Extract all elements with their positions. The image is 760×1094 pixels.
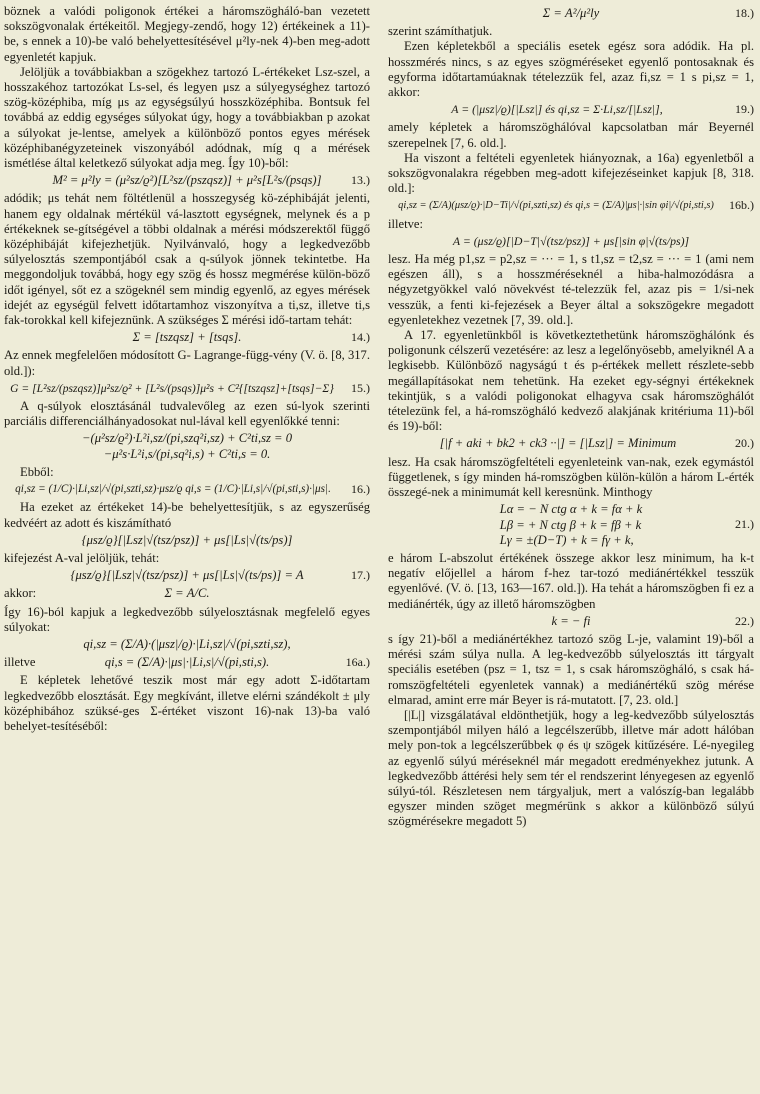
right-paragraph-2: Ezen képletekből a speciális esetek egész sora adódik. Ha pl. hosszmérés nincs, s az egyes szögméréseket egyenlő pontosaknak és egyforma időtartamúaknak tételezzük fel, azaz fi,sz = 1 s pi,sz = 1, akkor: (388, 39, 754, 100)
expression-a (4, 533, 370, 548)
equation-21-gamma: Lγ = ±(D−T) + k = fγ + k, (499, 532, 634, 547)
right-column (388, 4, 754, 830)
left-paragraph-5: A q-súlyok elosztásánál tudvalevőleg az ezen sú-lyok szerinti parciális differenciálhányadosokat nul-lával kell egyenlőkké tenni: (4, 399, 370, 429)
equation-20-body: [|f + aki + bk2 + ck3 ··|] = [|Lsz|] = Minimum (439, 436, 677, 451)
expression-a-polygon (388, 234, 754, 249)
equation-17 (4, 568, 370, 583)
equation-18-number: 18.) (735, 6, 754, 20)
right-paragraph-7: A 17. egyenletünkből is következtethetünk háromszöghálónk és poligonunk célszerű vezetésére: az lesz a legelőnyösebb, amelyiknél A a legkisebb. Különböző nagyságú t és p-értékek mellett részlete-sebb megállapításokat nem tehetünk. Ha ezeket egy-ségnyi értékeknek tekintjük, s a valódi poligonokat elhagyva csak háromszöghálót tételezünk fel, a há-romszögháló kedvező alakjának kritériuma 11)-ből és 19)-ből: (388, 328, 754, 434)
left-paragraph-1: böznek a valódi poligonok értékei a háromszögháló-ban vezetett sokszögvonalak értékeitől. Megjegy-zendő, hogy 12) értékeinek a 11)-be, s ennek a 10)-be való behelyettesítésével μ²ly-nek 4)-ben meg-adott egyenletét kapjuk. (4, 4, 370, 64)
equation-14 (4, 330, 370, 345)
right-paragraph-6: lesz. Ha még p1,sz = p2,sz = ··· = 1, s t1,sz = t2,sz = ··· = 1 (ami nem egészen áll), s a hosszméréseknél a hiba-halmozódásra a négyzetgyökkel való növekvést té-telezzük fel, azaz pis = 1/si-nek vesszük, a fenti ki-fejezések a Beyer által a sokszögekre megadott egyenletekhez vezetnek [7, 39. old.]. (388, 252, 754, 327)
equation-17b (4, 586, 370, 601)
equation-20 (388, 436, 754, 451)
equation-15-number: 15.) (351, 380, 370, 395)
right-paragraph-1: szerint számíthatjuk. (388, 24, 493, 39)
equation-16-body: qi,sz = (1/C)·|Li,sz|/√(pi,szti,sz)·μsz/ϱ qi,s = (1/C)·|Li,s|/√(pi,sti,s)·|μs|. (15, 483, 331, 496)
equation-15-body: G = [L²sz/(pszqsz)]μ²sz/ϱ² + [L²s/(psqs)]μ²s + C²{[tszqsz]+[tsqs]−Σ} (10, 381, 334, 395)
left-paragraph-6: Ebből: (20, 464, 54, 479)
left-paragraph-7: Ha ezeket az értékeket 14)-be behelyettesítjük, s az egyszerűség kedvéért az adott és kiszámítható (4, 500, 370, 530)
equation-16a-label: illetve (4, 655, 36, 670)
equation-derivative-1: −(μ²sz/ϱ²)·L²i,sz/(pi,szq²i,sz) + C²ti,sz = 0 (82, 431, 292, 446)
equation-19 (388, 102, 754, 117)
left-paragraph-8: kifejezést A-val jelöljük, tehát: (4, 550, 160, 565)
equation-16 (4, 482, 370, 497)
equation-15 (4, 381, 370, 396)
right-paragraph-8: lesz. Ha csak háromszögfeltételi egyenleteink van-nak, ezek egymástól függetlenek, s így minden há-romszögben külön-külön a három L-érték összegé-nek a minimumát kell keresnünk. Minthogy (388, 454, 754, 500)
equation-22 (388, 614, 754, 629)
equation-13-body: M² = μ²ly = (μ²sz/ϱ²)[L²sz/(pszqsz)] + μ²s[L²s/(psqs)] (52, 173, 322, 188)
equation-17-body: {μsz/ϱ}[|Lsz|√(tsz/psz)] + μs[|Ls|√(ts/ps)] = A (70, 568, 304, 583)
equation-16b (388, 198, 754, 213)
right-paragraph-9: e három L-abszolut értékének összege akkor lesz minimum, ha k-t negatív előjellel a három f-hez tar-tozó mediánértékkel tesszük egyenlővé. (V. ö. [13, 163—167. old.]). Ha tehát a háromszögben fi ez a mediánérték, úgy az illető háromszögben (388, 550, 754, 611)
equation-21-alpha: Lα = − N ctg α + k = fα + k (499, 502, 643, 517)
equation-16a-line-2 (4, 655, 370, 670)
right-paragraph-3: amely képletek a háromszöghálóval kapcsolatban már Beyernél szerepelnek [7, 6. old.]. (388, 120, 754, 150)
equation-14-number: 14.) (351, 330, 370, 345)
equation-21-cases (500, 502, 642, 548)
equation-17-number: 17.) (351, 568, 370, 583)
equation-16a-number: 16a.) (345, 655, 370, 670)
equation-17b-label: akkor: (4, 586, 37, 601)
equation-22-number: 22.) (735, 613, 754, 628)
equation-21-number: 21.) (735, 517, 754, 532)
left-paragraph-10: Így 16)-ból kapjuk a legkedvezőbb súlyelosztásnak megfelelő egyes súlyokat: (4, 604, 370, 634)
expression-a-body: {μsz/ϱ}[|Lsz|√(tsz/psz)] + μs[|Ls|√(ts/ps)] (81, 532, 293, 547)
equation-19-body: A = (|μsz|/ϱ)[|Lsz|] és qi,sz = Σ·Li,sz/[|Lsz|], (451, 102, 663, 117)
equation-13-number: 13.) (351, 173, 370, 188)
left-paragraph-11: E képletek lehetővé teszik most már egy adott Σ-időtartam legkedvezőbb elosztását. Egy megkívánt, illetve elérni szándékolt ± μly középhibához szüksé-ges Σ-értéket viszont 16)-nak 13)-ba való behelyet-tesítéséből: (4, 673, 370, 733)
equation-20-number: 20.) (735, 436, 754, 451)
expression-a-polygon-body: A = (μsz/ϱ)[|D−T|√(tsz/psz)] + μs[|sin φ|√(ts/ps)] (452, 233, 690, 248)
equation-18-body: Σ = A²/μ²ly (542, 6, 600, 20)
equation-21-beta: Lβ = + N ctg β + k = fβ + k (499, 517, 642, 532)
equation-16b-body: qi,sz = (Σ/A)(μsz/ϱ)·|D−Ti|/√(pi,szti,sz) és qi,s = (Σ/A)|μs|·|sin φi|/√(pi,sti,s) (398, 200, 714, 212)
equation-22-body: k = − fi (551, 613, 591, 628)
left-paragraph-4: Az ennek megfelelően módosított G- Lagrange-függ-vény (V. ö. [8, 317. old.]): (4, 348, 370, 378)
equation-17b-body: Σ = A/C. (164, 586, 210, 601)
left-column (4, 4, 370, 734)
left-paragraph-3: adódik; μs tehát nem föltétlenül a hosszegység kö-zéphibáját jelenti, hanem egy oldalnak mértékül vá-lasztott egységnek, melynek és a p értékeknek se-gítségével a többi oldalnak a mérési módszerektől függő középhibáját kifejezhetjük. Nyilvánvaló, hogy a legkedvezőbb súlyelosztás szempontjából csak a q-súlyok jönnek tekintetbe. Ha meggondoljuk továbbá, hogy egy szög és hossz megmérése külön-böző időt igényel, sőt ez a szögeknél sem mindig egyenlő, az egyes mérések idejét az egységül felvett időtartamhoz viszonyítva a ti,sz, illetve ti,s fak-torokkal kell kifejeznünk. A szükséges Σ mérési idő-tartam tehát: (4, 191, 370, 328)
equation-16a-body-2: qi,s = (Σ/A)·|μs|·|Li,s|/√(pi,sti,s). (104, 655, 270, 670)
equation-13 (4, 173, 370, 188)
right-paragraph-5: illetve: (388, 216, 423, 231)
equation-14-body: Σ = [tszqsz] + [tsqs]. (132, 330, 242, 345)
equation-derivative-2: −μ²s·L²i,s/(pi,sq²i,s) + C²ti,s = 0. (103, 446, 271, 461)
equation-16a-body-1: qi,sz = (Σ/A)·(|μsz|/ϱ)·|Li,sz|/√(pi,szti,sz), (83, 636, 291, 651)
equation-21 (388, 502, 754, 548)
right-paragraph-4: Ha viszont a feltételi egyenletek hiányoznak, a 16a) egyenletből a sokszögvonalakra régebben meg-adott kifejezéseinket kapjuk [8, 318. old.]: (388, 150, 754, 196)
left-paragraph-2: Jelöljük a továbbiakban a szögekhez tartozó L-értékeket Lsz-szel, a hosszakéhoz tartozókat Ls-sel, és legyen μsz a súlyegységhez tartozó szög-középhiba, míg μs az egységsúlyú hosszközéphiba. Bontsuk fel továbbá az eddig egységes súlyokat úgy, hogy a továbbiakban p azokat a súlyokat je-lentse, amelyek a különböző pontos egyes mérések középhibanégyzeteinek viszonyából adódnak, míg q a mérések ismétlése által keletkező súlyokat adja meg. Így 10)-ből: (4, 64, 370, 171)
equation-derivatives (4, 431, 370, 461)
equation-16b-number: 16b.) (729, 198, 754, 213)
right-paragraph-10: s így 21)-ből a mediánértékhez tartozó szög L-je, valamint 19)-ből a mérési szám súlya nulla. A leg-kedvezőbb súlyelosztás itt tárgyalt speciális esetében (psz = 1, tsz = 1, s csak háromszögháló, s csak há-romszögfeltételi egyenletek vannak) a mediánértékű szög mérése elmarad, amint erre már Beyer is rá-mutatott. [7, 23. old.] (388, 631, 754, 707)
equation-16-number: 16.) (351, 482, 370, 497)
right-paragraph-11: [|L|] vizsgálatával eldönthetjük, hogy a leg-kedvezőbb súlyelosztás szempontjából milyen háló a legcélszerűbb, illetve már adott hálóban mely pon-tok a legcélszerűbbek φ és ψ szögek kitűzésére. Lé-nyegileg az egyenlő súlyú méréseknél már megadott eredményekhez jutunk. A legkedvezőbb áttérési hely sem tér el rendszerint lényegesen az egyenlő súlyú-tól. Részletesen nem tárgyaljuk, mert a valószíg-ban legalább egyszer minden szöget megmérünk s akkor a különböző súlyú szögmérésekre megadott 5) (388, 707, 754, 829)
equation-18 (388, 6, 754, 21)
equation-19-number: 19.) (735, 102, 754, 117)
equation-16a-line-1 (4, 637, 370, 652)
